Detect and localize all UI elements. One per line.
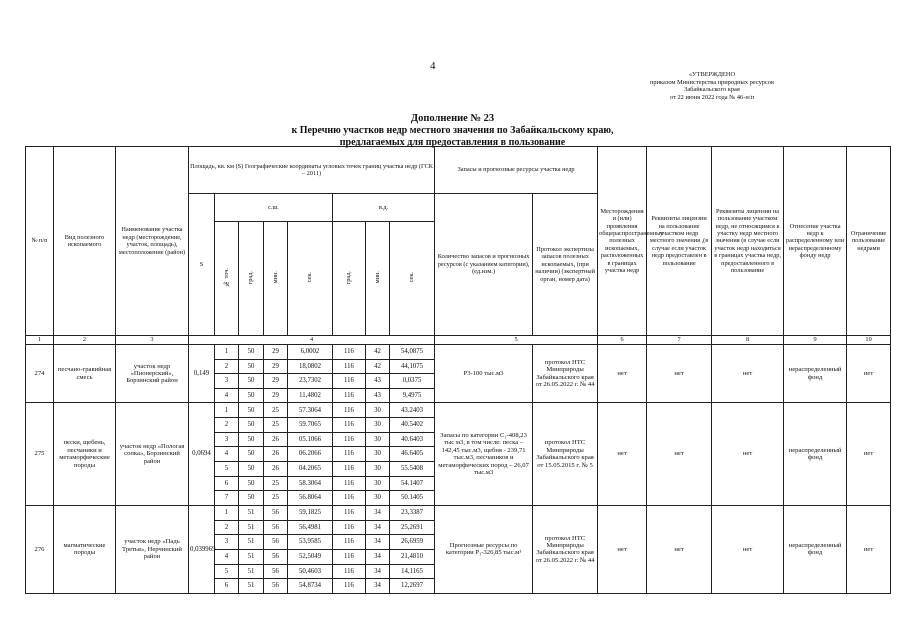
coord-lat-deg: 50 bbox=[239, 374, 264, 389]
coord-point: 3 bbox=[215, 432, 239, 447]
approval-stamp bbox=[612, 71, 812, 101]
approval-line-3: Забайкальского края bbox=[684, 86, 740, 94]
coord-lat-min: 26 bbox=[264, 462, 288, 477]
coord-lon-sec: 26,6959 bbox=[390, 535, 435, 550]
row-reserves: Прогнозные ресурсы по категории P₁-326,85 тыс.м³ bbox=[435, 505, 533, 593]
document-subtitle: к Перечню участков недр местного значения по Забайкальскому краю, bbox=[291, 125, 614, 136]
coord-lon-sec: 9,4975 bbox=[390, 388, 435, 403]
row-fund: нераспределенный фонд bbox=[784, 403, 847, 505]
coord-lon-sec: 23,3387 bbox=[390, 505, 435, 520]
header-lon-sec: сек. bbox=[390, 222, 435, 336]
coord-point: 5 bbox=[215, 564, 239, 579]
table-row bbox=[26, 403, 891, 418]
coord-lat-min: 25 bbox=[264, 491, 288, 506]
header-lon-deg: град. bbox=[333, 222, 366, 336]
coord-lon-sec: 25,2691 bbox=[390, 520, 435, 535]
coord-lon-deg: 116 bbox=[333, 491, 366, 506]
coord-lon-sec: 0,0375 bbox=[390, 374, 435, 389]
coord-lon-sec: 46.6405 bbox=[390, 447, 435, 462]
coord-lat-min: 56 bbox=[264, 549, 288, 564]
header-name: Наименование участка недр (месторождение, участок, площадь), местоположение (район) bbox=[116, 147, 189, 336]
table-row bbox=[26, 344, 891, 359]
coord-lon-deg: 116 bbox=[333, 579, 366, 594]
coord-lat-deg: 50 bbox=[239, 344, 264, 359]
coord-point: 4 bbox=[215, 447, 239, 462]
coord-lon-min: 43 bbox=[366, 388, 390, 403]
table-row bbox=[26, 505, 891, 520]
coord-lon-min: 42 bbox=[366, 344, 390, 359]
row-license-other: нет bbox=[712, 403, 784, 505]
coord-lat-min: 26 bbox=[264, 432, 288, 447]
coord-lat-deg: 50 bbox=[239, 447, 264, 462]
coord-lon-min: 30 bbox=[366, 403, 390, 418]
coord-point: 2 bbox=[215, 418, 239, 433]
row-restrictions: нет bbox=[847, 344, 891, 403]
coord-lon-deg: 116 bbox=[333, 403, 366, 418]
row-mineral-type: пески, щебень, песчаники и метаморфические породы bbox=[54, 403, 116, 505]
row-restrictions: нет bbox=[847, 505, 891, 593]
coord-lat-deg: 50 bbox=[239, 418, 264, 433]
coord-point: 4 bbox=[215, 388, 239, 403]
row-protocol: протокол НТС Минприроды Забайкальского края от 26.05.2022 г. № 44 bbox=[533, 344, 598, 403]
colnum-1: 1 bbox=[26, 336, 54, 345]
row-protocol: протокол НТС Минприроды Забайкальского края от 26.05.2022 г. № 44 bbox=[533, 505, 598, 593]
coord-lon-min: 34 bbox=[366, 579, 390, 594]
coord-lon-min: 30 bbox=[366, 462, 390, 477]
coord-lon-deg: 116 bbox=[333, 359, 366, 374]
row-number: 274 bbox=[26, 344, 54, 403]
row-license-in-use: нет bbox=[647, 344, 712, 403]
coord-point: 3 bbox=[215, 374, 239, 389]
coord-lat-deg: 51 bbox=[239, 579, 264, 594]
row-plot-name: участок недр «Пионерский», Борзинский район bbox=[116, 344, 189, 403]
row-license-other: нет bbox=[712, 505, 784, 593]
subsoil-plots-table bbox=[25, 146, 891, 594]
coord-point: 6 bbox=[215, 579, 239, 594]
coord-lon-sec: 14,1165 bbox=[390, 564, 435, 579]
coord-lon-sec: 55.5408 bbox=[390, 462, 435, 477]
header-license-not-local: Реквизиты лицензии на пользование участком недр, не относящимся к участку недр местного значения (в случае если участок недр находиться в границах участка недр, предоставленного в пользование bbox=[712, 147, 784, 336]
coord-lat-min: 29 bbox=[264, 388, 288, 403]
coord-lat-deg: 50 bbox=[239, 491, 264, 506]
coord-lon-min: 34 bbox=[366, 549, 390, 564]
header-deposit-location: Месторождения и (или) проявления общераспространенных полезных ископаемых, расположенных в границах участка недр bbox=[598, 147, 647, 336]
row-license-other: нет bbox=[712, 344, 784, 403]
header-protocol: Протокол экспертизы запасов полезных ископаемых, (при наличии) (экспертный орган, номер дата) bbox=[533, 193, 598, 336]
header-lat-min: мин. bbox=[264, 222, 288, 336]
coord-lat-sec: 23,7302 bbox=[288, 374, 333, 389]
approval-line-4: от 22 июня 2022 года № 46-н/п bbox=[669, 93, 754, 101]
coord-lon-deg: 116 bbox=[333, 476, 366, 491]
coord-lon-deg: 116 bbox=[333, 564, 366, 579]
coord-lon-deg: 116 bbox=[333, 432, 366, 447]
coord-lat-deg: 50 bbox=[239, 388, 264, 403]
coord-point: 1 bbox=[215, 344, 239, 359]
coord-lon-deg: 116 bbox=[333, 344, 366, 359]
coord-lat-deg: 51 bbox=[239, 505, 264, 520]
coord-lat-deg: 51 bbox=[239, 564, 264, 579]
coord-point: 6 bbox=[215, 476, 239, 491]
coord-lon-deg: 116 bbox=[333, 447, 366, 462]
row-number: 275 bbox=[26, 403, 54, 505]
coord-lat-sec: 54,8734 bbox=[288, 579, 333, 594]
approval-line-2: приказом Министерства природных ресурсов bbox=[649, 78, 775, 86]
colnum-8: 8 bbox=[712, 336, 784, 345]
row-reserves: Запасы по категории С₁-408,23 тыс м3, в том числе: песка – 142,45 тыс.м3, щебня - 239,71 тыс.м3, песчаников и метаморфических пород – 26,07 тыс.м3 bbox=[435, 403, 533, 505]
coord-lat-deg: 51 bbox=[239, 549, 264, 564]
document-title: Дополнение № 23 bbox=[410, 113, 495, 124]
coord-lat-min: 25 bbox=[264, 476, 288, 491]
colnum-7: 7 bbox=[647, 336, 712, 345]
row-protocol: протокол НТС Минприроды Забайкальского края от 15.05.2015 г. № 5 bbox=[533, 403, 598, 505]
coord-point: 3 bbox=[215, 535, 239, 550]
coord-lat-sec: 05.1066 bbox=[288, 432, 333, 447]
coord-lat-min: 29 bbox=[264, 344, 288, 359]
header-restrictions: Ограничение пользование недрами bbox=[847, 147, 891, 336]
coord-lat-deg: 50 bbox=[239, 403, 264, 418]
header-lat-sec: сек. bbox=[288, 222, 333, 336]
coord-lon-sec: 54,0875 bbox=[390, 344, 435, 359]
coord-lon-min: 34 bbox=[366, 520, 390, 535]
row-deposits: нет bbox=[598, 505, 647, 593]
header-area-coords: Площадь, кв. км (S) Географические координаты угловых точек границ участка недр (ГСК – 2011) bbox=[189, 147, 435, 194]
coord-lon-sec: 43.2403 bbox=[390, 403, 435, 418]
coord-lon-sec: 21,4810 bbox=[390, 549, 435, 564]
coord-point: 7 bbox=[215, 491, 239, 506]
coord-lon-sec: 12,2697 bbox=[390, 579, 435, 594]
coord-lat-deg: 51 bbox=[239, 535, 264, 550]
row-deposits: нет bbox=[598, 344, 647, 403]
coord-lon-min: 34 bbox=[366, 535, 390, 550]
coord-lon-min: 30 bbox=[366, 491, 390, 506]
coord-lon-deg: 116 bbox=[333, 462, 366, 477]
coord-lon-deg: 116 bbox=[333, 535, 366, 550]
header-mineral: Вид полезного ископаемого bbox=[54, 147, 116, 336]
row-fund: нераспределенный фонд bbox=[784, 505, 847, 593]
row-license-in-use: нет bbox=[647, 403, 712, 505]
coord-lat-sec: 56.8064 bbox=[288, 491, 333, 506]
header-point: № точ. bbox=[215, 222, 239, 336]
header-lat-deg: град. bbox=[239, 222, 264, 336]
coord-lat-sec: 18,0802 bbox=[288, 359, 333, 374]
coord-lat-sec: 58.3064 bbox=[288, 476, 333, 491]
header-reserves-qty: Количество запасов и прогнозных ресурсов (с указанием категории), (ед.изм.) bbox=[435, 193, 533, 336]
coord-lon-sec: 40.6403 bbox=[390, 432, 435, 447]
colnum-6: 6 bbox=[598, 336, 647, 345]
colnum-3: 3 bbox=[116, 336, 189, 345]
row-deposits: нет bbox=[598, 403, 647, 505]
coord-point: 2 bbox=[215, 520, 239, 535]
row-fund: нераспределенный фонд bbox=[784, 344, 847, 403]
coord-lon-min: 42 bbox=[366, 359, 390, 374]
coord-lat-min: 56 bbox=[264, 535, 288, 550]
coord-lon-sec: 40.5402 bbox=[390, 418, 435, 433]
row-plot-name: участок недр «Падь Третья», Нерчинский район bbox=[116, 505, 189, 593]
coord-lat-deg: 50 bbox=[239, 432, 264, 447]
header-license-in-use: Реквизиты лицензии на пользование участком недр местного значения ,(в случае если участок недр предоставлен в пользование bbox=[647, 147, 712, 336]
coord-lon-deg: 116 bbox=[333, 520, 366, 535]
coord-point: 2 bbox=[215, 359, 239, 374]
coord-lat-sec: 53,9585 bbox=[288, 535, 333, 550]
coord-lon-sec: 54.1407 bbox=[390, 476, 435, 491]
row-plot-name: участок недр «Пологая сопка», Борзинский район bbox=[116, 403, 189, 505]
colnum-10: 10 bbox=[847, 336, 891, 345]
coord-lat-sec: 59.7065 bbox=[288, 418, 333, 433]
coord-lon-deg: 116 bbox=[333, 388, 366, 403]
coord-lat-min: 56 bbox=[264, 505, 288, 520]
coord-lat-min: 29 bbox=[264, 359, 288, 374]
coord-lon-sec: 44,1075 bbox=[390, 359, 435, 374]
coord-lon-min: 30 bbox=[366, 476, 390, 491]
colnum-2: 2 bbox=[54, 336, 116, 345]
coord-lon-deg: 116 bbox=[333, 549, 366, 564]
colnum-9: 9 bbox=[784, 336, 847, 345]
coord-lat-min: 56 bbox=[264, 520, 288, 535]
coord-lon-min: 43 bbox=[366, 374, 390, 389]
row-mineral-type: песчано-гравийная смесь bbox=[54, 344, 116, 403]
coord-lat-sec: 59,1825 bbox=[288, 505, 333, 520]
coord-lon-deg: 116 bbox=[333, 418, 366, 433]
coord-lon-deg: 116 bbox=[333, 374, 366, 389]
coord-lat-sec: 56,4981 bbox=[288, 520, 333, 535]
colnum-4: 4 bbox=[189, 336, 435, 345]
coord-lat-sec: 11,4802 bbox=[288, 388, 333, 403]
header-reserves: Запасы и прогнозные ресурсы участка недр bbox=[435, 147, 598, 194]
coord-lat-sec: 52,5049 bbox=[288, 549, 333, 564]
header-lat: с.ш. bbox=[215, 193, 333, 222]
row-mineral-type: магматические породы bbox=[54, 505, 116, 593]
coord-lon-min: 30 bbox=[366, 447, 390, 462]
row-area: 0,149 bbox=[189, 344, 215, 403]
coord-lat-sec: 57.3064 bbox=[288, 403, 333, 418]
coord-lat-min: 56 bbox=[264, 564, 288, 579]
coord-lat-deg: 51 bbox=[239, 520, 264, 535]
coord-lat-min: 56 bbox=[264, 579, 288, 594]
coord-lon-deg: 116 bbox=[333, 505, 366, 520]
coord-lat-deg: 50 bbox=[239, 462, 264, 477]
header-lon-min: мин. bbox=[366, 222, 390, 336]
coord-lon-min: 30 bbox=[366, 418, 390, 433]
coord-lat-sec: 6,0002 bbox=[288, 344, 333, 359]
row-restrictions: нет bbox=[847, 403, 891, 505]
coord-lat-sec: 04.2065 bbox=[288, 462, 333, 477]
coord-point: 4 bbox=[215, 549, 239, 564]
column-numbers-row bbox=[26, 336, 891, 345]
approval-line-1: «УТВЕРЖДЕНО bbox=[688, 71, 736, 78]
colnum-5: 5 bbox=[435, 336, 598, 345]
coord-lat-sec: 50,4603 bbox=[288, 564, 333, 579]
row-license-in-use: нет bbox=[647, 505, 712, 593]
coord-point: 1 bbox=[215, 505, 239, 520]
coord-lon-min: 34 bbox=[366, 564, 390, 579]
coord-point: 5 bbox=[215, 462, 239, 477]
coord-lat-min: 25 bbox=[264, 418, 288, 433]
page-number: 4 bbox=[430, 60, 436, 72]
coord-lon-sec: 50.1405 bbox=[390, 491, 435, 506]
coord-lat-deg: 50 bbox=[239, 359, 264, 374]
row-area: 0,0694 bbox=[189, 403, 215, 505]
header-s: S bbox=[189, 193, 215, 336]
header-fund: Отнесение участка недр к распределенному или нераспределенному фонду недр bbox=[784, 147, 847, 336]
coord-lat-min: 29 bbox=[264, 374, 288, 389]
coord-lon-min: 34 bbox=[366, 505, 390, 520]
coord-lon-min: 30 bbox=[366, 432, 390, 447]
header-lon: в.д. bbox=[333, 193, 435, 222]
coord-lat-min: 26 bbox=[264, 447, 288, 462]
coord-lat-sec: 06.2066 bbox=[288, 447, 333, 462]
document-subtitle-2: предлагаемых для предоставления в пользование bbox=[339, 137, 566, 148]
row-reserves: P3-100 тыс.м3 bbox=[435, 344, 533, 403]
header-no: № п/п bbox=[26, 147, 54, 336]
row-area: 0,039969 bbox=[189, 505, 215, 593]
row-number: 276 bbox=[26, 505, 54, 593]
coord-lat-min: 25 bbox=[264, 403, 288, 418]
coord-lat-deg: 50 bbox=[239, 476, 264, 491]
coord-point: 1 bbox=[215, 403, 239, 418]
